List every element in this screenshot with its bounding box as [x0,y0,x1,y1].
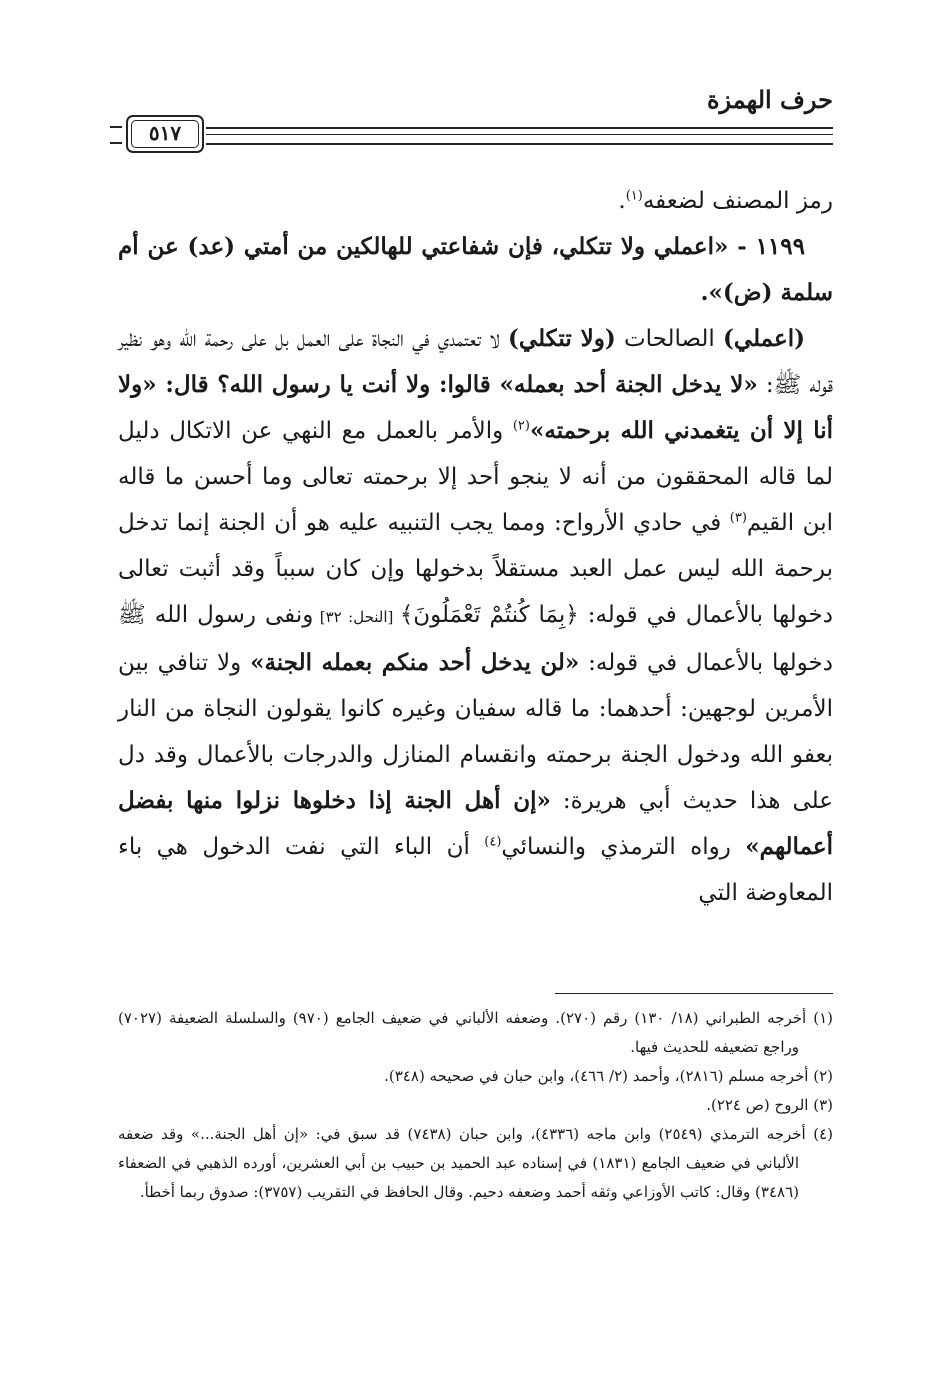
rule-end-mark [110,126,122,144]
page-number-frame [126,115,204,153]
page-number: ٥١٧ [148,121,182,145]
footnote-ref: (٢) [512,418,530,434]
footnote-1: (١) أخرجه الطبراني (١٨/ ١٣٠) رقم (٢٧٠). وضعفه الألباني في ضعيف الجامع (٩٧٠) والسلسلة الضعيفة (٧٠٢٧) وراجع تضعيفه للحديث فيها. [118,1009,834,1056]
running-title: حرف الهمزة [706,85,833,114]
quoted-hadith: «لا يدخل الجنة أحد بعمله» قالوا: ولا أنت يا رسول الله؟ قال: «ولا أنا إلا أن يتغمدني الله برحمته» [118,371,833,444]
keyword: (ولا تتكلي) [508,325,616,352]
footnotes [118,1004,833,1207]
footnote-3: (٣) الروح (ص ٢٢٤). [706,1096,833,1114]
hadith-number: ١١٩٩ [755,233,805,260]
footnote-ref: (٤) [484,834,502,850]
footnote-divider [555,993,833,994]
footnote-ref: (٣) [729,510,747,526]
commentary-text: الصالحات [615,326,724,352]
quoted-hadith: «لن يدخل أحد منكم بعمله الجنة» [250,649,580,676]
main-text [118,178,833,916]
header-rule [118,121,833,147]
commentary-text: لا تعتمدي في النجاة على العمل بل على رحمة الله وهو نظير قوله ﷺ: [118,326,833,398]
quran-reference: [النحل: ٣٢] [313,608,400,626]
commentary-text: في حادي الأرواح: ومما يجب التنبيه عليه هو أن الجنة إنما تدخل برحمة الله ليس عمل العبد مستقلاً بدخولها وإن كان سبباً وقد أثبت تعالى دخولها بالأعمال في قوله: [118,510,833,628]
commentary-paragraph [118,316,833,916]
commentary-text: ولا تنافي بين الأمرين لوجهين: أحدهما: ما قاله سفيان وغيره كانوا يقولون النجاة من النار بعفو الله ودخول الجنة برحمته وانقسام المنازل والدرجات بالأعمال وقد دل على هذا حديث أبي هريرة: [118,650,833,814]
quoted-hadith: «إن أهل الجنة إذا دخلوها نزلوا منها بفضل أعمالهم» [118,787,833,860]
commentary-text: رواه الترمذي والنسائي [501,834,746,860]
footnote-2: (٢) أخرجه مسلم (٢٨١٦)، وأحمد (٢/ ٤٦٦)، وابن حبان في صحيحه (٣٤٨). [384,1067,833,1085]
commentary-text: والأمر بالعمل مع النهي عن الاتكال دليل لما قاله المحققون من أنه لا ينجو أحد إلا برحمته تعالى وما أحسن ما قاله ابن القيم [118,418,833,536]
continuation-text: رمز المصنف لضعفه [642,188,833,214]
commentary-text: ونفى رسول الله ﷺ دخولها بالأعمال في قوله: [118,602,833,676]
hadith-text: «اعملي ولا تتكلي، فإن شفاعتي للهالكين من أمتي (عد) عن أم سلمة (ض)». [118,233,833,306]
footnote-ref: (١) [625,188,643,204]
punctuation: . [618,188,626,214]
page-header [118,85,833,155]
keyword: (اعملي) [723,325,805,352]
quran-verse: ﴿بِمَا كُنتُمْ تَعْمَلُونَ﴾ [399,602,579,628]
header-lines [206,127,833,145]
hadith-dash: - [728,233,756,260]
commentary-text: أن الباء التي نفت الدخول هي باء المعاوضة التي [118,834,833,906]
paragraph-continuation [118,178,833,224]
footnote-4: (٤) أخرجه الترمذي (٢٥٤٩) وابن ماجه (٤٣٣٦)، وابن حبان (٧٤٣٨) قد سبق في: «إن أهل الجنة...» وقد ضعفه الألباني في ضعيف الجامع (١٨٣١) في إسناده عبد الحميد بن حبيب بن أبي العشرين، أورده الذهبي في الضعفاء (٣٤٨٦) وقال: كاتب الأوزاعي وثقه أحمد وضعفه دحيم. وقال الحافظ في التقريب (٣٧٥٧): صدوق ربما أخطأ. [118,1125,833,1201]
hadith-entry [118,224,833,316]
